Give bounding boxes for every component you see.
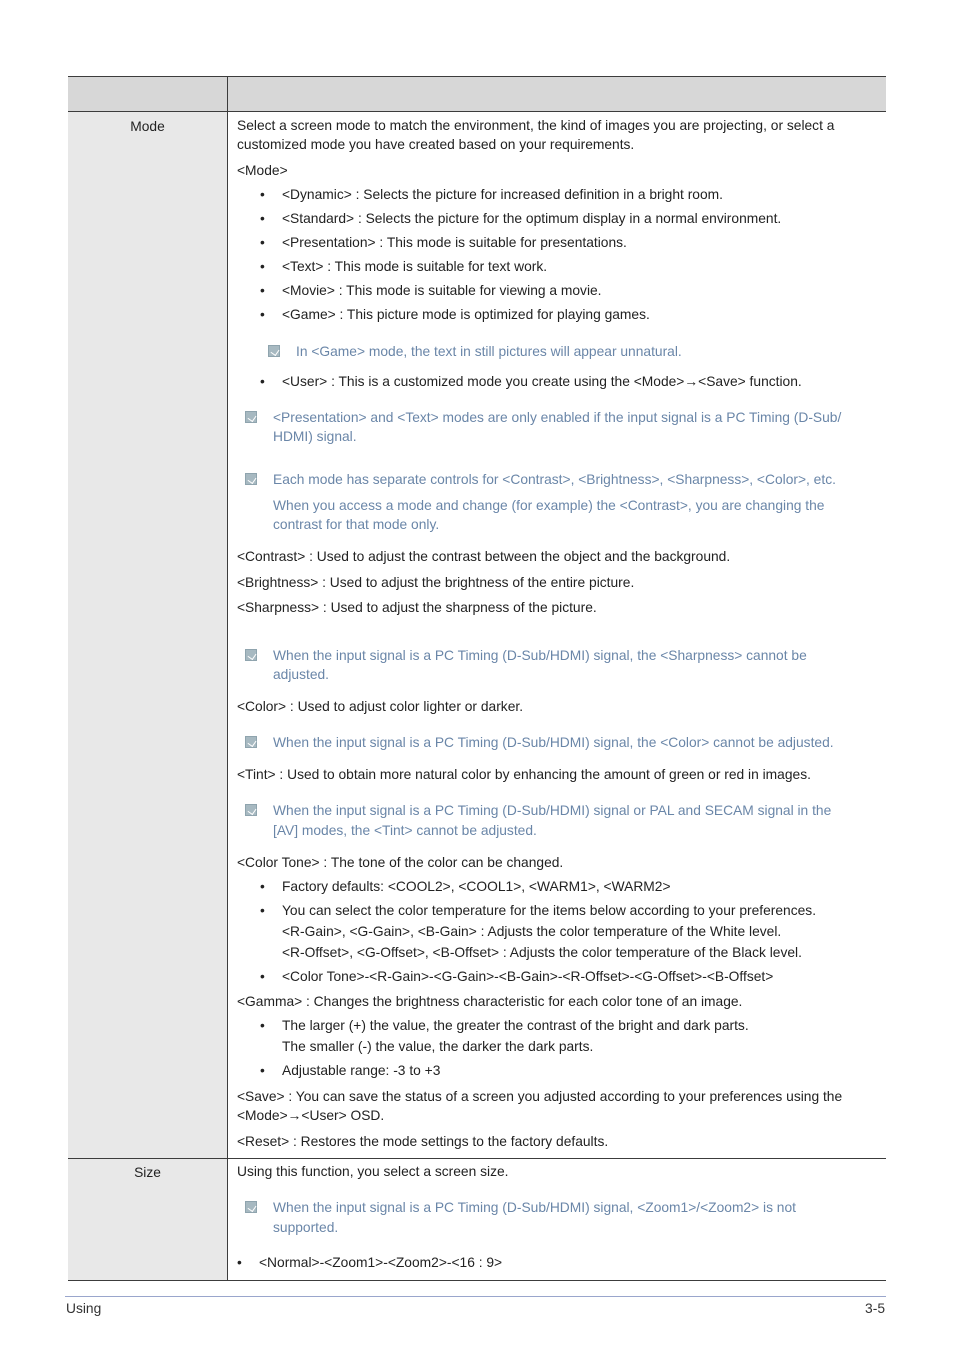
gamma-bullet-1b: The smaller (-) the value, the darker the dark parts. <box>282 1039 594 1054</box>
bullet-dot: • <box>260 307 265 322</box>
size-label-cell <box>68 1159 228 1280</box>
color-tone-text: <Color Tone> : The tone of the color can be changed. <box>237 855 564 870</box>
bullet-dot: • <box>260 374 265 389</box>
mode-heading: <Mode> <box>237 163 288 178</box>
list-item: <Game> : This picture mode is optimized for playing games. <box>282 307 650 322</box>
contrast-text: <Contrast> : Used to adjust the contrast between the object and the background. <box>237 549 731 564</box>
bullet-dot: • <box>260 259 265 274</box>
list-item: <Movie> : This mode is suitable for viewing a movie. <box>282 283 602 298</box>
mode-label-cell <box>68 112 228 1158</box>
size-label: Size <box>134 1165 161 1180</box>
color-tone-bullet-1: Factory defaults: <COOL2>, <COOL1>, <WARM1>, <WARM2> <box>282 879 671 894</box>
color-note: When the input signal is a PC Timing (D-Sub/HDMI) signal, the <Color> cannot be adjusted. <box>273 735 834 750</box>
gamma-text: <Gamma> : Changes the brightness characteristic for each color tone of an image. <box>237 994 743 1009</box>
color-tone-bullet-2b: <R-Gain>, <G-Gain>, <B-Gain> : Adjusts the color temperature of the White level. <box>282 924 782 939</box>
footer-section: Using <box>66 1301 102 1316</box>
color-tone-bullet-3: <Color Tone>-<R-Gain>-<G-Gain>-<B-Gain>-<R-Offset>-<G-Offset>-<B-Offset> <box>282 969 774 984</box>
note-icon <box>245 1201 257 1213</box>
gamma-bullet-1a: The larger (+) the value, the greater the contrast of the bright and dark parts. <box>282 1018 749 1033</box>
size-note-line-1: When the input signal is a PC Timing (D-Sub/HDMI) signal, <Zoom1>/<Zoom2> is not <box>273 1200 796 1215</box>
bullet-dot: • <box>260 1063 265 1078</box>
color-tone-bullet-2c: <R-Offset>, <G-Offset>, <B-Offset> : Adjusts the color temperature of the Black level. <box>282 945 802 960</box>
sharpness-note-line-1: When the input signal is a PC Timing (D-Sub/HDMI) signal, the <Sharpness> cannot be <box>273 648 807 663</box>
header-col-1 <box>68 77 228 111</box>
bullet-dot: • <box>260 903 265 918</box>
size-intro: Using this function, you select a screen size. <box>237 1164 509 1179</box>
bullet-dot: • <box>260 235 265 250</box>
game-note: In <Game> mode, the text in still pictures will appear unnatural. <box>296 344 682 359</box>
reset-text: <Reset> : Restores the mode settings to the factory defaults. <box>237 1134 609 1149</box>
size-note-line-2: supported. <box>273 1220 339 1235</box>
each-mode-note-line-2: When you access a mode and change (for example) the <Contrast>, you are changing the <box>273 498 825 513</box>
note-icon <box>245 804 257 816</box>
note-icon <box>245 649 257 661</box>
size-bullet: <Normal>-<Zoom1>-<Zoom2>-<16 : 9> <box>259 1255 503 1270</box>
header-col-2 <box>228 77 886 111</box>
list-item: <Presentation> : This mode is suitable for presentations. <box>282 235 627 250</box>
table-header <box>68 77 886 112</box>
presentation-note-line-1: <Presentation> and <Text> modes are only enabled if the input signal is a PC Timing (D-Sub/ <box>273 410 842 425</box>
list-item: <Text> : This mode is suitable for text work. <box>282 259 548 274</box>
note-icon <box>245 411 257 423</box>
note-icon <box>245 736 257 748</box>
footer-divider <box>65 1296 886 1297</box>
list-item: <Dynamic> : Selects the picture for increased definition in a bright room. <box>282 187 723 202</box>
list-item: <Standard> : Selects the picture for the optimum display in a normal environment. <box>282 211 782 226</box>
presentation-note-line-2: HDMI) signal. <box>273 429 357 444</box>
sharpness-note-line-2: adjusted. <box>273 667 329 682</box>
bullet-dot: • <box>260 879 265 894</box>
bullet-dot: • <box>260 283 265 298</box>
gamma-bullet-2: Adjustable range: -3 to +3 <box>282 1063 441 1078</box>
bullet-dot: • <box>260 187 265 202</box>
mode-intro-line-1: Select a screen mode to match the environment, the kind of images you are projecting, or select a <box>237 118 835 133</box>
each-mode-note-line-1: Each mode has separate controls for <Contrast>, <Brightness>, <Sharpness>, <Color>, etc. <box>273 472 836 487</box>
mode-intro-line-2: customized mode you have created based on your requirements. <box>237 137 635 152</box>
color-text: <Color> : Used to adjust color lighter or darker. <box>237 699 524 714</box>
tint-note-line-1: When the input signal is a PC Timing (D-Sub/HDMI) signal or PAL and SECAM signal in the <box>273 803 832 818</box>
save-text-line-2: <Mode>→<User> OSD. <box>237 1108 385 1123</box>
save-text-line-1: <Save> : You can save the status of a screen you adjusted according to your preferences using the <box>237 1089 843 1104</box>
note-icon <box>245 473 257 485</box>
user-bullet: <User> : This is a customized mode you create using the <Mode>→<Save> function. <box>282 374 802 389</box>
note-icon <box>268 345 280 357</box>
mode-label: Mode <box>130 119 165 134</box>
bullet-dot: • <box>260 969 265 984</box>
bullet-dot: • <box>237 1255 242 1270</box>
tint-text: <Tint> : Used to obtain more natural color by enhancing the amount of green or red in images. <box>237 767 811 782</box>
color-tone-bullet-2a: You can select the color temperature for the items below according to your preferences. <box>282 903 817 918</box>
tint-note-line-2: [AV] modes, the <Tint> cannot be adjusted. <box>273 823 537 838</box>
each-mode-note-line-3: contrast for that mode only. <box>273 517 440 532</box>
bullet-dot: • <box>260 211 265 226</box>
sharpness-text: <Sharpness> : Used to adjust the sharpness of the picture. <box>237 600 597 615</box>
brightness-text: <Brightness> : Used to adjust the brightness of the entire picture. <box>237 575 635 590</box>
bullet-dot: • <box>260 1018 265 1033</box>
page-number: 3-5 <box>865 1301 885 1316</box>
